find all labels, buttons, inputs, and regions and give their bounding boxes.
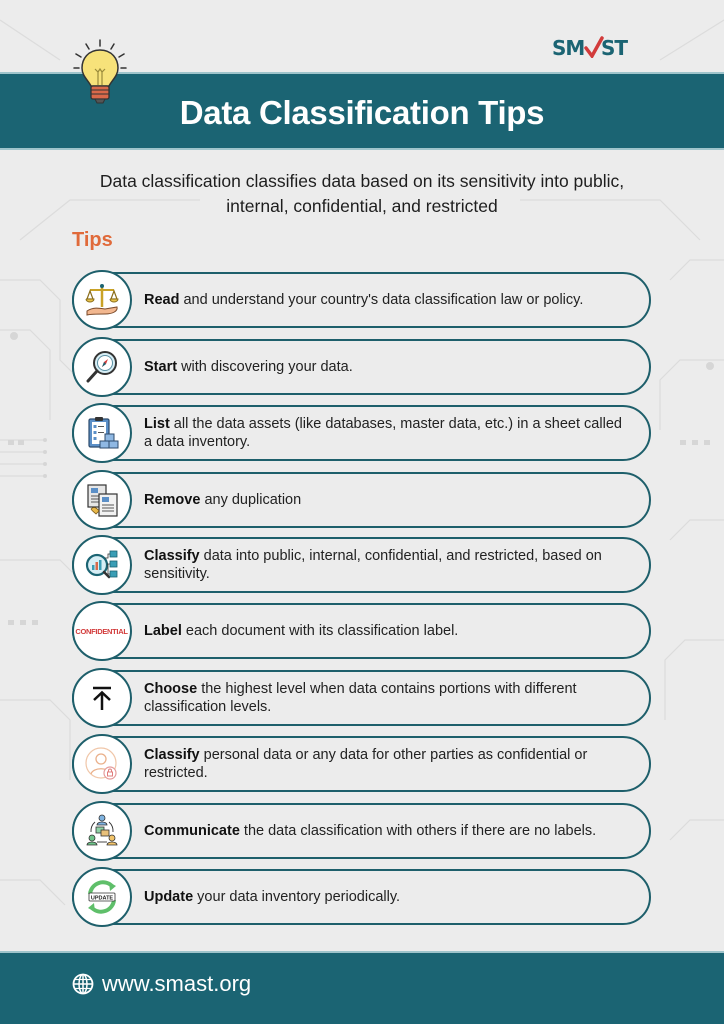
user-lock-icon: [83, 745, 121, 783]
tip-text: [144, 274, 625, 326]
scales-hand-icon: [83, 281, 121, 319]
tip-text: [144, 871, 625, 923]
tip-text: [144, 605, 625, 657]
tip-icon-circle: [72, 601, 132, 661]
tip-keyword: Classify: [144, 548, 200, 564]
confidential-stamp-icon: CONFIDENTIAL: [75, 626, 128, 636]
smast-logo: [552, 36, 648, 58]
tip-item: [72, 603, 651, 659]
clipboard-boxes-icon: [83, 414, 121, 452]
tip-keyword: Update: [144, 889, 194, 905]
svg-text:SM: SM: [552, 36, 585, 58]
tip-text: [144, 738, 625, 790]
tip-description: the data classification with others if there are no labels.: [239, 823, 597, 839]
smast-logo-mark: [552, 36, 648, 58]
tip-keyword: Start: [144, 359, 178, 375]
magnifier-compass-icon: [83, 348, 121, 386]
tip-icon-circle: [72, 270, 132, 330]
tip-description: data into public, internal, confidential, and restricted, based on sensitivity.: [144, 548, 602, 582]
tip-item: [72, 869, 651, 925]
update-cycle-icon: [82, 877, 122, 917]
tip-icon-circle: [72, 734, 132, 794]
tip-description: the highest level when data contains portions with different classification levels.: [144, 681, 577, 715]
tip-icon-circle: [72, 668, 132, 728]
lightbulb-icon: [72, 38, 128, 108]
tip-item: [72, 405, 651, 461]
tip-item: [72, 803, 651, 859]
tip-text: [144, 474, 625, 526]
tip-text: [144, 805, 625, 857]
tip-keyword: Communicate: [144, 823, 240, 839]
update-icon-label: UPDATE: [90, 895, 113, 902]
intro-text: Data classification classifies data based on its sensitivity into public, internal, confidential, and restricted: [99, 171, 625, 216]
tip-description: your data inventory periodically.: [193, 889, 401, 905]
tip-keyword: Read: [144, 292, 180, 308]
tip-description: any duplication: [200, 492, 302, 508]
tip-keyword: Label: [144, 623, 182, 639]
tip-description: with discovering your data.: [177, 359, 353, 375]
tip-item: [72, 472, 651, 528]
arrow-to-top-icon: [87, 683, 117, 713]
tip-keyword: Choose: [144, 681, 198, 697]
svg-text:ST: ST: [601, 36, 628, 58]
tip-description: personal data or any data for other parties as confidential or restricted.: [144, 747, 588, 781]
tip-description: all the data assets (like databases, master data, etc.) in a sheet called a data inventory.: [144, 416, 622, 450]
tip-icon-circle: [72, 867, 132, 927]
tips-heading: Tips: [72, 229, 113, 251]
tip-text: [144, 341, 625, 393]
tip-keyword: Classify: [144, 747, 200, 763]
website-link[interactable]: [72, 969, 251, 999]
tip-text: [144, 539, 625, 591]
tip-item: [72, 272, 651, 328]
tip-icon-circle: [72, 801, 132, 861]
tip-icon-circle: [72, 337, 132, 397]
tip-text: [144, 407, 625, 459]
website-url: www.smast.org: [102, 971, 252, 996]
tip-description: and understand your country's data classification law or policy.: [179, 292, 584, 308]
tip-icon-circle: [72, 470, 132, 530]
tip-description: each document with its classification label.: [181, 623, 459, 639]
globe-icon: [72, 973, 94, 995]
tip-icon-circle: [72, 403, 132, 463]
tip-keyword: List: [144, 416, 170, 432]
tip-icon-circle: [72, 535, 132, 595]
tip-keyword: Remove: [144, 492, 201, 508]
tip-text: [144, 672, 625, 724]
page-title: Data Classification Tips: [179, 94, 545, 131]
data-analysis-icon: [83, 546, 121, 584]
tip-item: [72, 736, 651, 792]
duplicate-documents-icon: [83, 481, 121, 519]
tip-item: [72, 339, 651, 395]
tip-item: [72, 670, 651, 726]
tip-item: [72, 537, 651, 593]
people-communication-icon: [83, 812, 121, 850]
